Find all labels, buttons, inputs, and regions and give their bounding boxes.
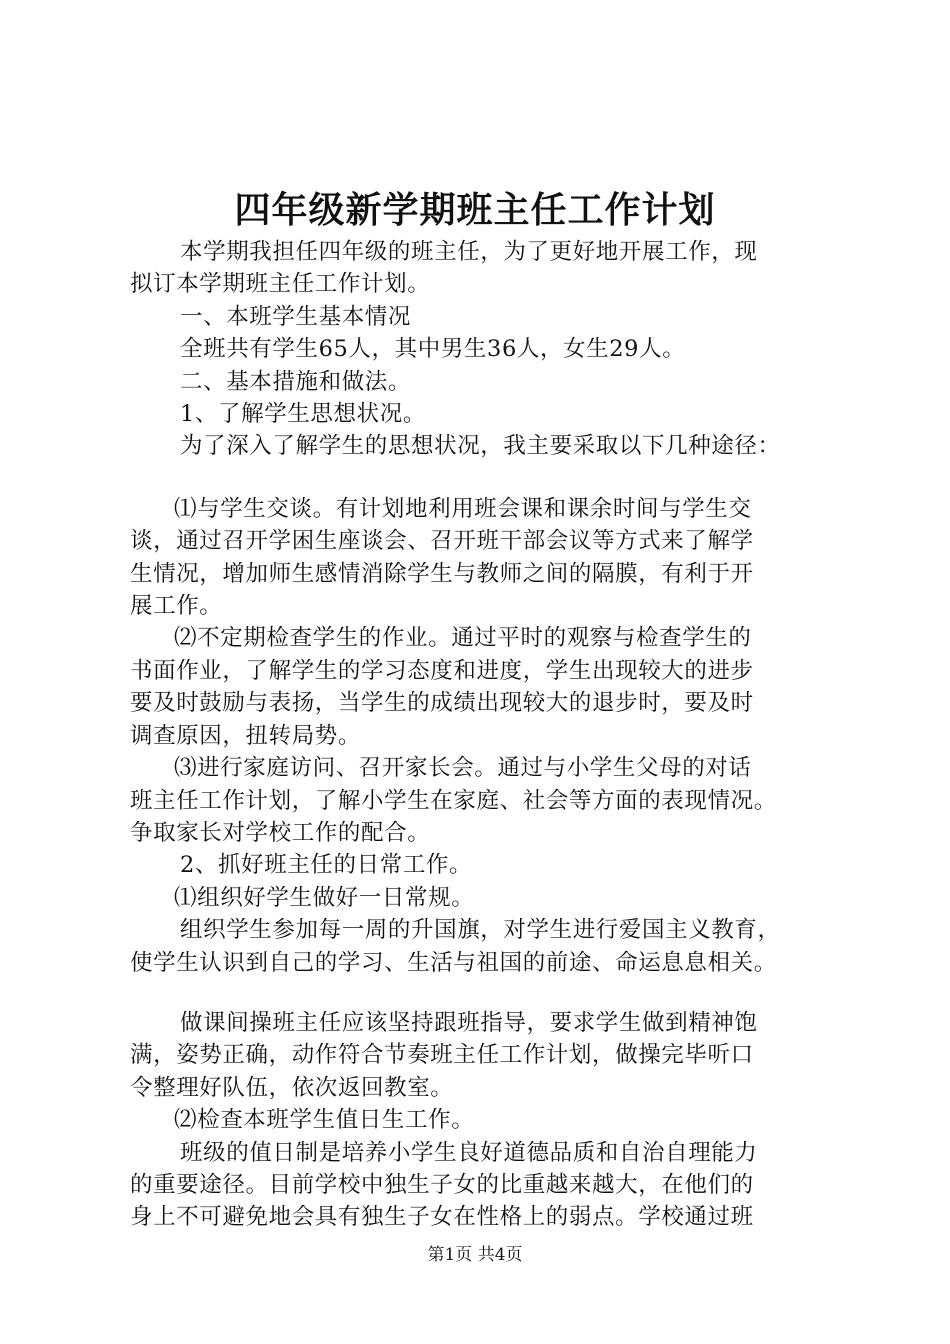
blank-line (130, 463, 830, 493)
paragraph-line: ⑴组织好学生做好一日常规。 (174, 884, 475, 911)
paragraph-line: 的重要途径。目前学校中独生子女的比重越来越大，在他们的 (130, 1171, 754, 1198)
page-number-footer: 第1页 共4页 (427, 1245, 523, 1265)
paragraph-line: 满，姿势正确，动作符合节奏班主任工作计划，做操完毕听口 (130, 1042, 754, 1069)
paragraph-line: ⑵检查本班学生值日生工作。 (174, 1107, 475, 1134)
paragraph-line: 争取家长对学校工作的配合。 (130, 819, 431, 846)
section-heading: 二、基本措施和做法。 (180, 368, 412, 395)
paragraph-line: 做课间操班主任应该坚持跟班指导，要求学生做到精神饱 (180, 1009, 758, 1036)
paragraph-line: 书面作业，了解学生的学习态度和进度，学生出现较大的进步 (130, 657, 754, 684)
paragraph-line: ⑶进行家庭访问、召开家长会。通过与小学生父母的对话 (174, 755, 752, 782)
paragraph-line: 拟订本学期班主任工作计划。 (130, 271, 431, 298)
subsection-heading: 1、了解学生思想状况。 (180, 401, 426, 428)
paragraph-line: 班主任工作计划，了解小学生在家庭、社会等方面的表现情况。 (130, 787, 777, 814)
document-title: 四年级新学期班主任工作计划 (234, 189, 716, 231)
paragraph-line: ⑴与学生交谈。有计划地利用班会课和课余时间与学生交 (174, 495, 752, 522)
paragraph-line: 使学生认识到自己的学习、生活与祖国的前途、命运息息相关。 (130, 949, 777, 976)
blank-line (130, 979, 830, 1007)
paragraph-line: 为了深入了解学生的思想状况，我主要采取以下几种途径： (180, 433, 781, 460)
paragraph-line: 身上不可避免地会具有独生子女在性格上的弱点。学校通过班 (130, 1204, 754, 1231)
paragraph-line: 班级的值日制是培养小学生良好道德品质和自治自理能力 (180, 1139, 758, 1166)
paragraph-line: 令整理好队伍，依次返回教室。 (130, 1074, 454, 1101)
section-heading: 一、本班学生基本情况 (180, 303, 412, 330)
paragraph-line: 组织学生参加每一周的升国旗，对学生进行爱国主义教育， (180, 917, 781, 944)
paragraph-line: 谈，通过召开学困生座谈会、召开班干部会议等方式来了解学 (130, 528, 754, 555)
subsection-heading: 2、抓好班主任的日常工作。 (180, 852, 473, 879)
paragraph-line: 本学期我担任四年级的班主任，为了更好地开展工作，现 (180, 239, 758, 265)
document-body (130, 236, 830, 1234)
paragraph-line: 生情况，增加师生感情消除学生与教师之间的隔膜，有利于开 (130, 560, 754, 587)
paragraph-line: 要及时鼓励与表扬，当学生的成绩出现较大的退步时，要及时 (130, 690, 754, 717)
paragraph-line: 展工作。 (130, 593, 223, 620)
paragraph-line: 全班共有学生65人，其中男生36人，女生29人。 (180, 336, 686, 363)
paragraph-line: ⑵不定期检查学生的作业。通过平时的观察与检查学生的 (174, 625, 752, 652)
paragraph-line: 调查原因，扭转局势。 (130, 722, 362, 749)
